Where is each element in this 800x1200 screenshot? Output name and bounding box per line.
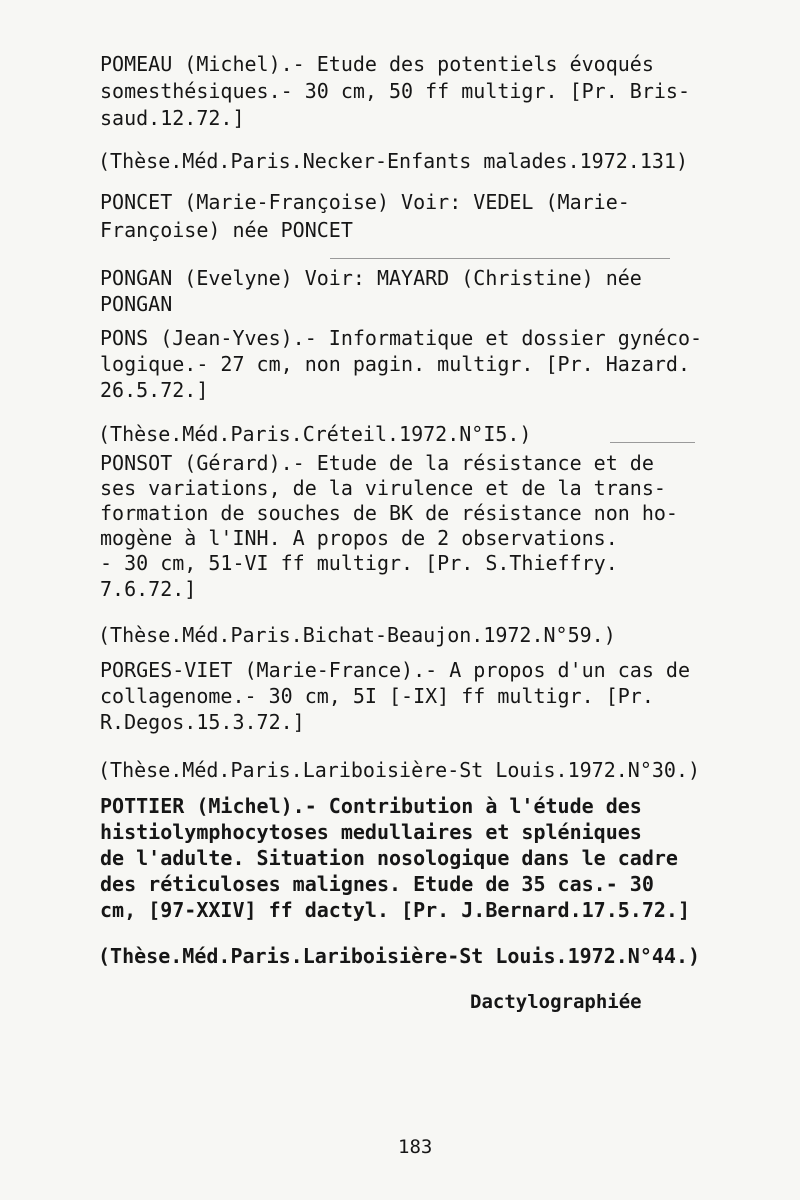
entry-pongan-line-2: PONGAN: [100, 292, 173, 316]
entry-pomeau-line-2: somesthésiques.- 30 cm, 50 ff multigr. [Pr. Bris-: [100, 79, 691, 103]
separator-rule: [330, 258, 670, 259]
entry-pottier-line-1: POTTIER (Michel).- Contribution à l'étude des: [100, 794, 642, 818]
entry-pottier-line-5: cm, [97-XXIV] ff dactyl. [Pr. J.Bernard.17.5.72.]: [100, 898, 691, 922]
entry-ponsot-line-4: mogène à l'INH. A propos de 2 observations.: [100, 526, 618, 550]
entry-ponsot-these: (Thèse.Méd.Paris.Bichat-Beaujon.1972.N°59.): [98, 623, 616, 647]
entry-pomeau-these: (Thèse.Méd.Paris.Necker-Enfants malades.1972.131): [98, 149, 689, 173]
entry-porges-line-2: collagenome.- 30 cm, 5I [-IX] ff multigr. [Pr.: [100, 684, 654, 708]
entry-pomeau-line-3: saud.12.72.]: [100, 106, 245, 130]
entry-ponsot-line-3: formation de souches de BK de résistance non ho-: [100, 501, 678, 525]
entry-ponsot-line-5: - 30 cm, 51-VI ff multigr. [Pr. S.Thieffry.: [100, 551, 618, 575]
entry-ponsot-line-2: ses variations, de la virulence et de la trans-: [100, 476, 666, 500]
entry-pons-line-3: 26.5.72.]: [100, 378, 209, 402]
entry-porges-line-1: PORGES-VIET (Marie-France).- A propos d'un cas de: [100, 658, 691, 682]
entry-pons-line-2: logique.- 27 cm, non pagin. multigr. [Pr. Hazard.: [100, 352, 691, 376]
entry-pongan-line-1: PONGAN (Evelyne) Voir: MAYARD (Christine) née: [100, 266, 642, 290]
page-number: 183: [398, 1136, 433, 1158]
entry-ponsot-line-1: PONSOT (Gérard).- Etude de la résistance et de: [100, 451, 654, 475]
entry-pons-line-1: PONS (Jean-Yves).- Informatique et dossier gynéco-: [100, 326, 703, 350]
entry-poncet-line-1: PONCET (Marie-Françoise) Voir: VEDEL (Marie-: [100, 190, 630, 214]
entry-pottier-line-4: des réticuloses malignes. Etude de 35 cas.- 30: [100, 872, 654, 896]
entry-pottier-these: (Thèse.Méd.Paris.Lariboisière-St Louis.1972.N°44.): [98, 944, 701, 968]
entry-porges-line-3: R.Degos.15.3.72.]: [100, 710, 305, 734]
entry-pottier-line-3: de l'adulte. Situation nosologique dans le cadre: [100, 846, 678, 870]
separator-rule-short: [610, 442, 695, 443]
entry-poncet-line-2: Françoise) née PONCET: [100, 218, 353, 242]
typewritten-note: Dactylographiée: [470, 991, 642, 1013]
entry-pons-these: (Thèse.Méd.Paris.Créteil.1972.N°I5.): [98, 422, 532, 446]
entry-pomeau-line-1: POMEAU (Michel).- Etude des potentiels évoqués: [100, 52, 654, 76]
entry-porges-these: (Thèse.Méd.Paris.Lariboisière-St Louis.1972.N°30.): [98, 758, 701, 782]
entry-ponsot-line-6: 7.6.72.]: [100, 577, 197, 601]
entry-pottier-line-2: histiolymphocytoses medullaires et spléniques: [100, 820, 642, 844]
